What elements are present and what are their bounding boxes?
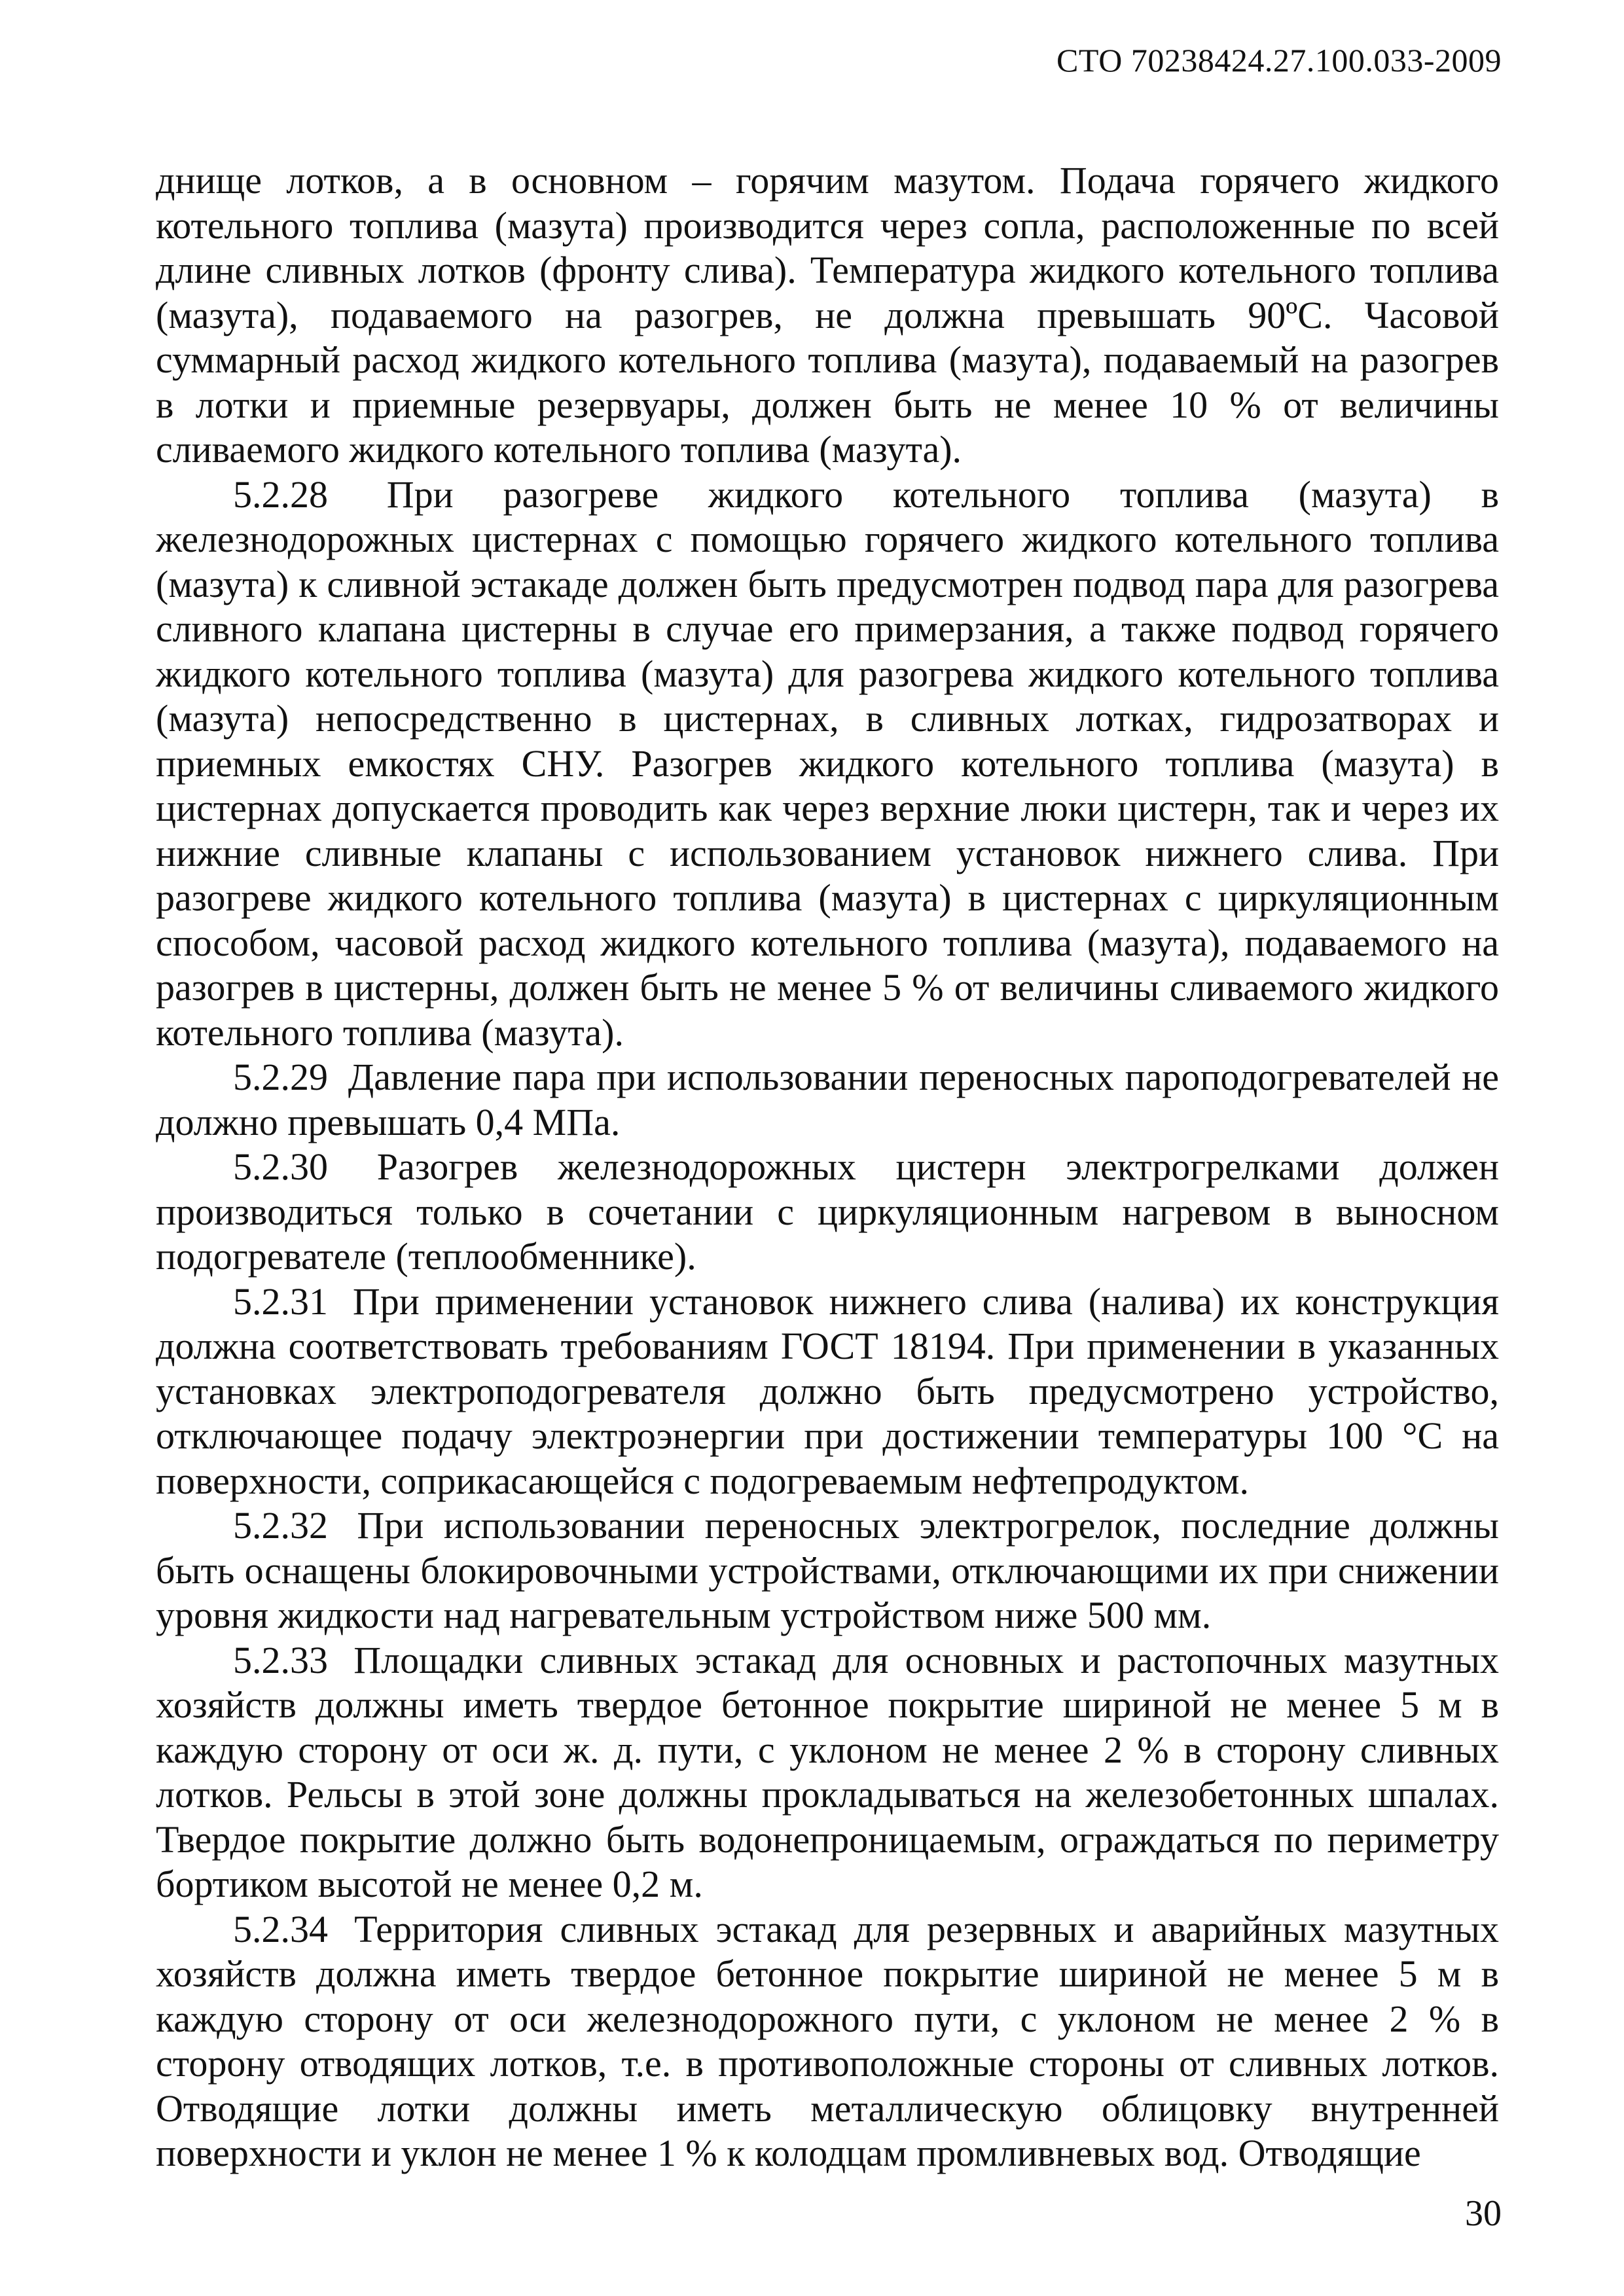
paragraph-text: При разогреве жидкого котельного топлива (мазута) в железнодорожных цистернах с помощью горячего жидкого котельного топлива (мазута) к сливной эстакаде должен быть предусмотрен подвод пара для разогрева сливного клапана цистерны в случае его примерзания, а также подвод горячего жидкого котельного топлива (мазута) для разогрева жидкого котельного топлива (мазута) непосредственно в цистернах, в сливных лотках, гидрозатворах и приемных емкостях СНУ. Разогрев жидкого котельного топлива (мазута) в цистернах допускается проводить как через верхние люки цистерн, так и через их нижние сливные клапаны с использованием установок нижнего слива. При разогреве жидкого котельного топлива (мазута) в цистернах с циркуляционным способом, часовой расход жидкого котельного топлива (мазута), подаваемого на разогрев в цистерны, должен быть не менее 5 % от величины сливаемого жидкого котельного топлива (мазута).: [156, 473, 1500, 1054]
clause-number: 5.2.34: [233, 1907, 328, 1950]
document-body: [156, 158, 1499, 2176]
paragraph-text: Территория сливных эстакад для резервных и аварийных мазутных хозяйств должна иметь твердое бетонное покрытие шириной не менее 5 м в каждую сторону от оси железнодорожного пути, с уклоном не менее 2 % в сторону отводящих лотков, т.е. в противоположные стороны от сливных лотков. Отводящие лотки должны иметь металлическую облицовку внутренней поверхности и уклон не менее 1 % к колодцам промливневых вод. Отводящие: [156, 1907, 1499, 2174]
clause-number: 5.2.29: [233, 1056, 328, 1098]
clause-number: 5.2.28: [233, 473, 328, 516]
paragraph-text: При использовании переносных электрогрелок, последние должны быть оснащены блокировочными устройствами, отключающими их при снижении уровня жидкости над нагревательным устройством ниже 500 мм.: [156, 1504, 1500, 1636]
paragraph-continuation: [156, 158, 1499, 473]
paragraph-5-2-28: [156, 473, 1499, 1056]
paragraph-5-2-33: [156, 1638, 1499, 1907]
clause-number: 5.2.32: [233, 1504, 328, 1547]
paragraph-text: днище лотков, а в основном – горячим мазутом. Подача горячего жидкого котельного топлива (мазута) производится через сопла, расположенные по всей длине сливных лотков (фронту слива). Температура жидкого котельного топлива (мазута), подаваемого на разогрев, не должна превышать 90ºС. Часовой суммарный расход жидкого котельного топлива (мазута), подаваемый на разогрев в лотки и приемные резервуары, должен быть не менее 10 % от величины сливаемого жидкого котельного топлива (мазута).: [156, 159, 1499, 471]
paragraph-text: Площадки сливных эстакад для основных и растопочных мазутных хозяйств должны иметь твердое бетонное покрытие шириной не менее 5 м в каждую сторону от оси ж. д. пути, с уклоном не менее 2 % в сторону сливных лотков. Рельсы в этой зоне должны прокладываться на железобетонных шпалах. Твердое покрытие должно быть водонепроницаемым, ограждаться по периметру бортиком высотой не менее 0,2 м.: [156, 1638, 1499, 1905]
paragraph-5-2-29: [156, 1055, 1499, 1145]
paragraph-5-2-32: [156, 1503, 1499, 1638]
clause-number: 5.2.33: [233, 1638, 328, 1681]
page-number: 30: [1465, 2193, 1502, 2234]
paragraph-5-2-31: [156, 1280, 1499, 1504]
paragraph-text: Давление пара при использовании переносных пароподогревателей не должно превышать 0,4 МПа.: [156, 1056, 1499, 1143]
document-code-header: СТО 70238424.27.100.033-2009: [1056, 42, 1502, 79]
paragraph-5-2-34: [156, 1907, 1499, 2176]
paragraph-text: При применении установок нижнего слива (налива) их конструкция должна соответствовать требованиям ГОСТ 18194. При применении в указанных установках электроподогревателя должно быть предусмотрено устройство, отключающее подачу электроэнергии при достижении температуры 100 °С на поверхности, соприкасающейся с подогреваемым нефтепродуктом.: [156, 1280, 1499, 1502]
paragraph-text: Разогрев железнодорожных цистерн электрогрелками должен производиться только в сочетании с циркуляционным нагревом в выносном подогревателе (теплообменнике).: [156, 1145, 1500, 1278]
paragraph-5-2-30: [156, 1145, 1499, 1280]
clause-number: 5.2.31: [233, 1280, 328, 1323]
clause-number: 5.2.30: [233, 1145, 328, 1188]
